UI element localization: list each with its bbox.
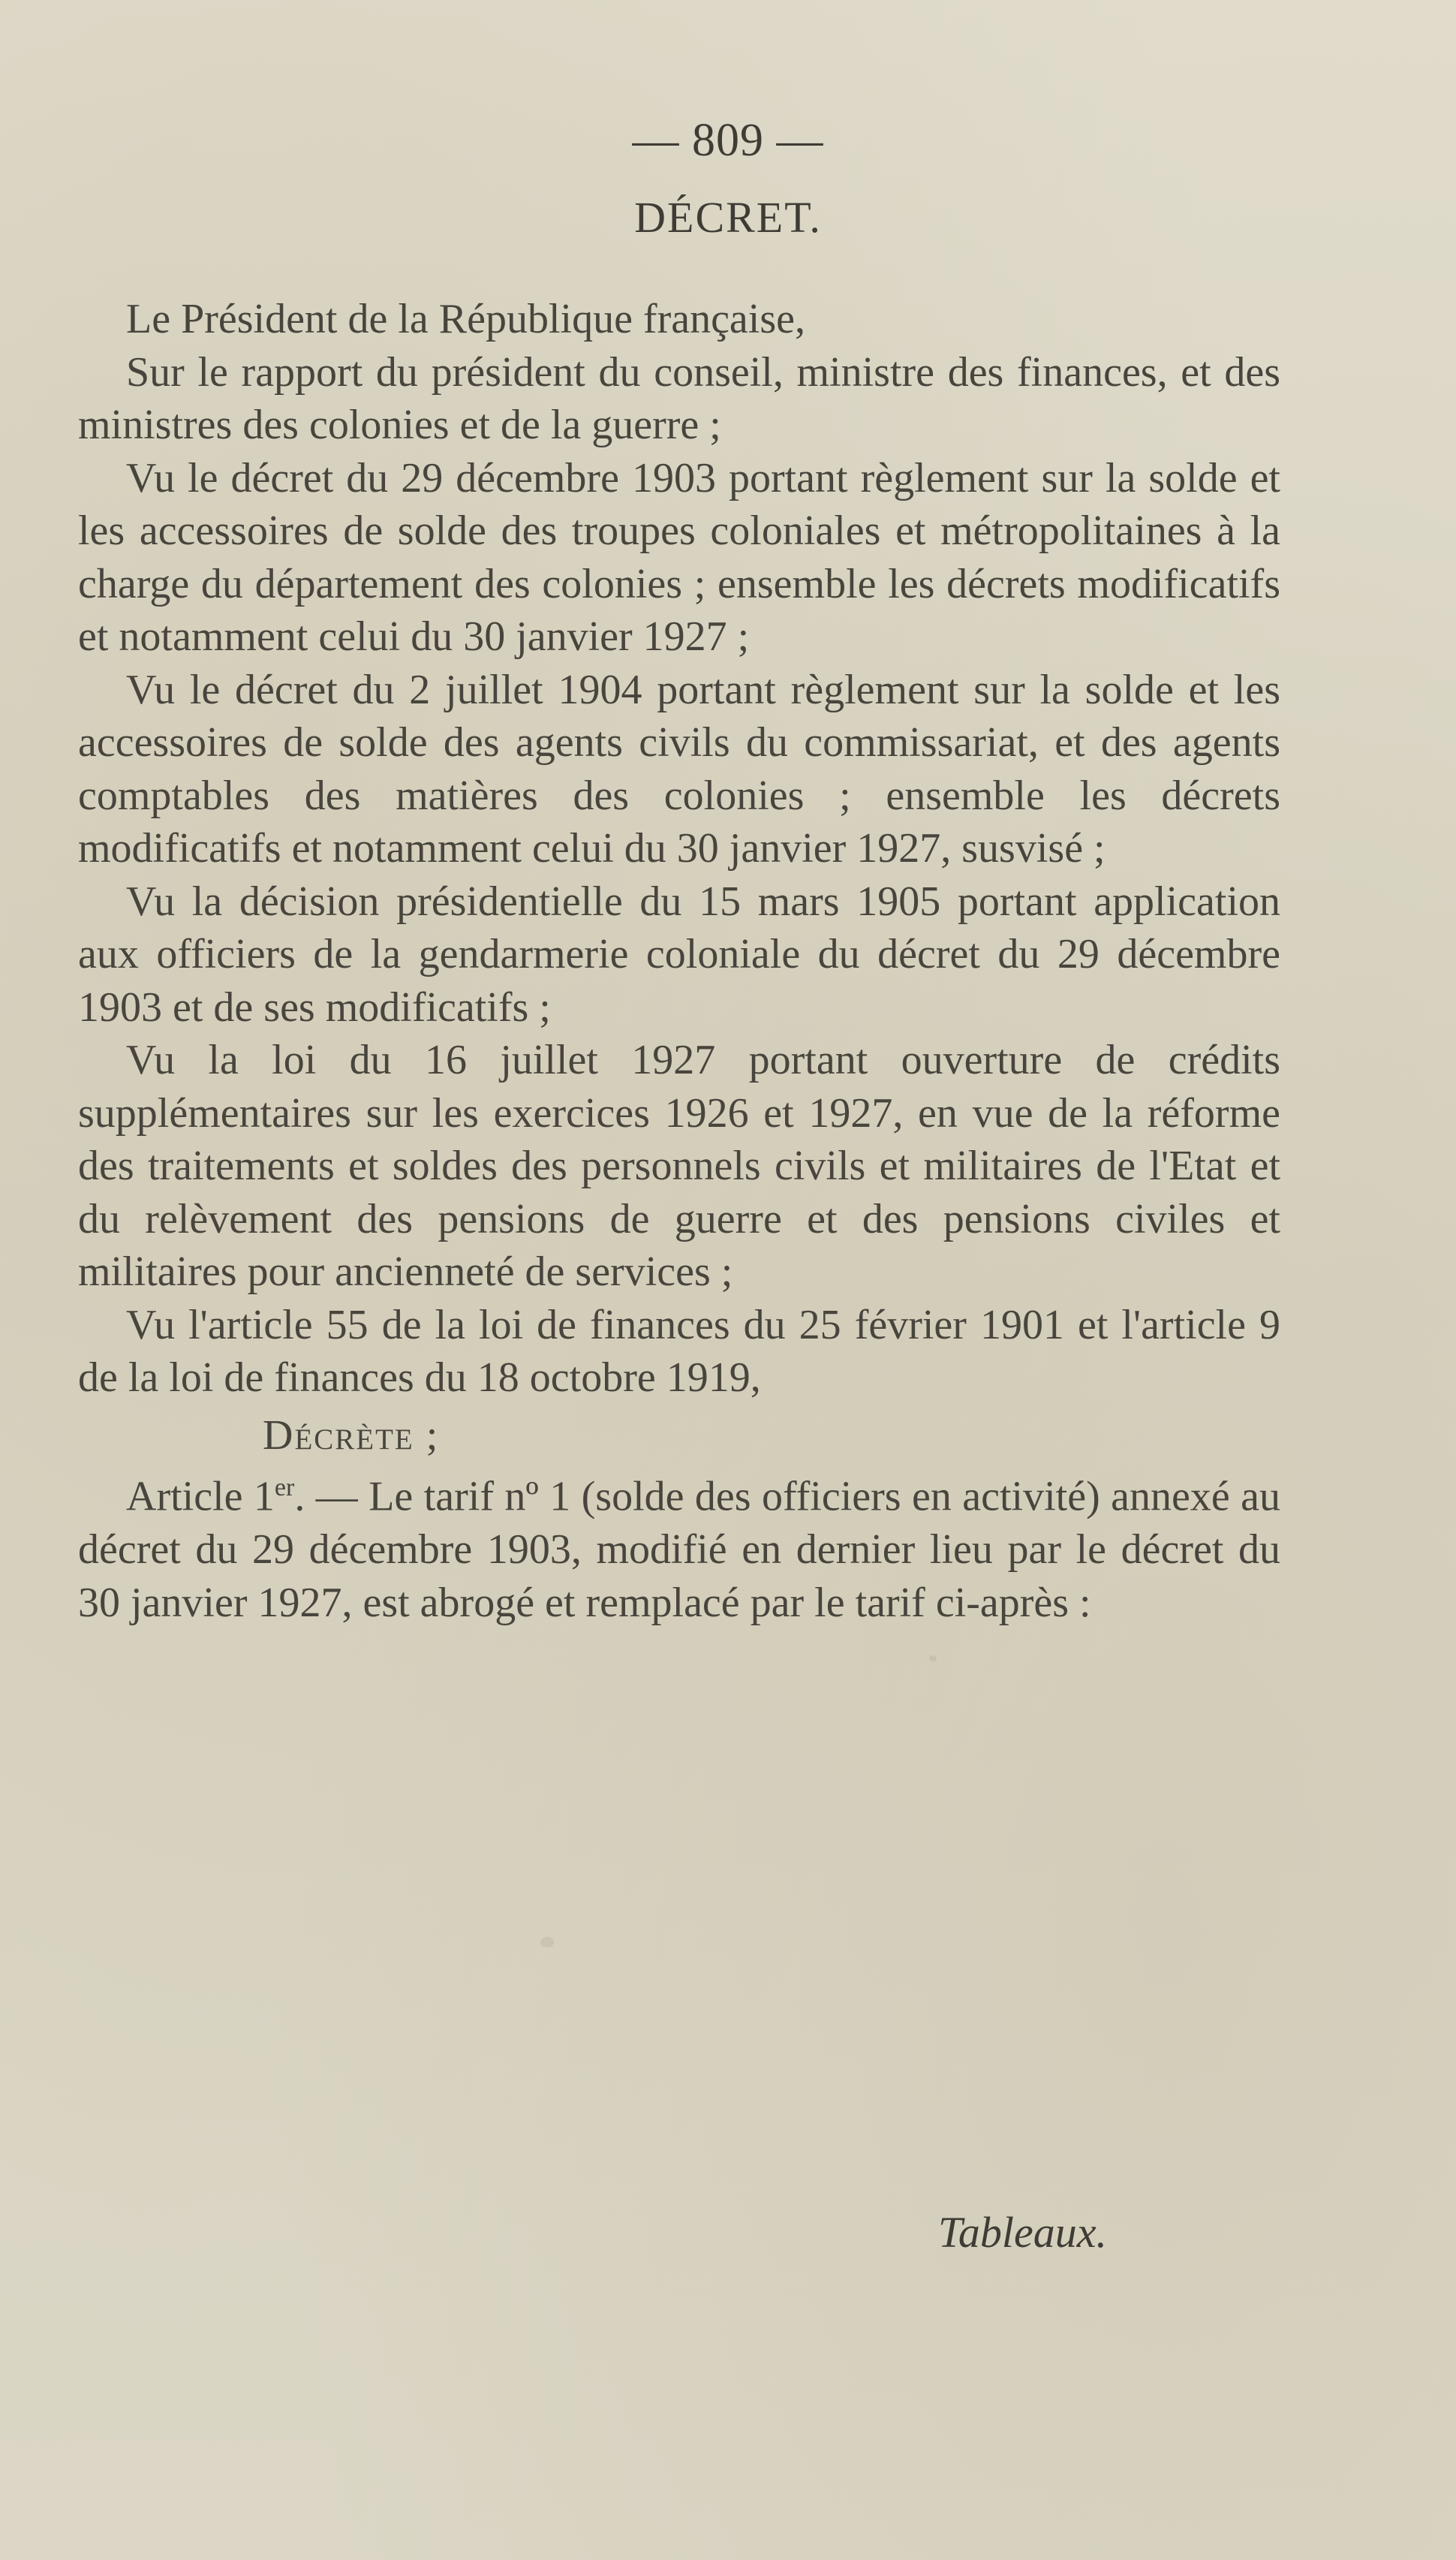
paragraph-vu-loi-1927: Vu la loi du 16 juillet 1927 portant ouverture de crédits supplémentaires sur les exercices 1926 et 1927, en vue de la réforme des traitements et soldes des personnels civils et militaires de l'Etat et du relèvement des pensions de guerre et des pensions civiles et militaires pour ancienneté de services ;	[78, 1037, 1280, 1295]
catchword: Tableaux.	[938, 2208, 1108, 2257]
paragraph-vu-decret-1903: Vu le décret du 29 décembre 1903 portant règlement sur la solde et les accessoires de solde des troupes coloniales et métropolitaines à la charge du département des colonies ; ensemble les décrets modificatifs et notamment celui du 30 janvier 1927 ;	[78, 454, 1280, 660]
article-1	[78, 1462, 1280, 1629]
paragraph-vu-decision-1905: Vu la décision présidentielle du 15 mars 1905 portant application aux officiers de la gendarmerie coloniale du décret du 29 décembre 1903 et de ses modificatifs ;	[78, 878, 1280, 1031]
document-body	[78, 293, 1280, 1629]
page-number: — 809 —	[632, 115, 824, 166]
paper-stain	[540, 1937, 554, 1947]
paragraph-preamble: Le Président de la République française,	[126, 296, 805, 342]
article-superscript: er	[274, 1474, 295, 1501]
paragraph-rapport: Sur le rapport du président du conseil, ministre des finances, et des ministres des colonies et de la guerre ;	[78, 348, 1280, 448]
paper-stain	[929, 1655, 937, 1661]
paragraph-vu-article-55: Vu l'article 55 de la loi de finances du 25 février 1901 et l'article 9 de la loi de finances du 18 octobre 1919,	[78, 1301, 1280, 1401]
article-label: Article 1	[126, 1473, 275, 1520]
paragraph-vu-decret-1904: Vu le décret du 2 juillet 1904 portant règlement sur la solde et les accessoires de solde des agents civils du commissariat, et des agents comptables des matières des colonies ; ensemble les décrets modificatifs et notamment celui du 30 janvier 1927, susvisé ;	[78, 666, 1280, 872]
decrete-heading: Décrète ;	[263, 1411, 440, 1459]
document-title: DÉCRET.	[634, 193, 822, 242]
article-text: . — Le tarif nº 1 (solde des officiers en activité) annexé au décret du 29 décembre 1903, modifié en dernier lieu par le décret du 30 janvier 1927, est abrogé et remplacé par le tarif ci-après :	[78, 1473, 1281, 1626]
